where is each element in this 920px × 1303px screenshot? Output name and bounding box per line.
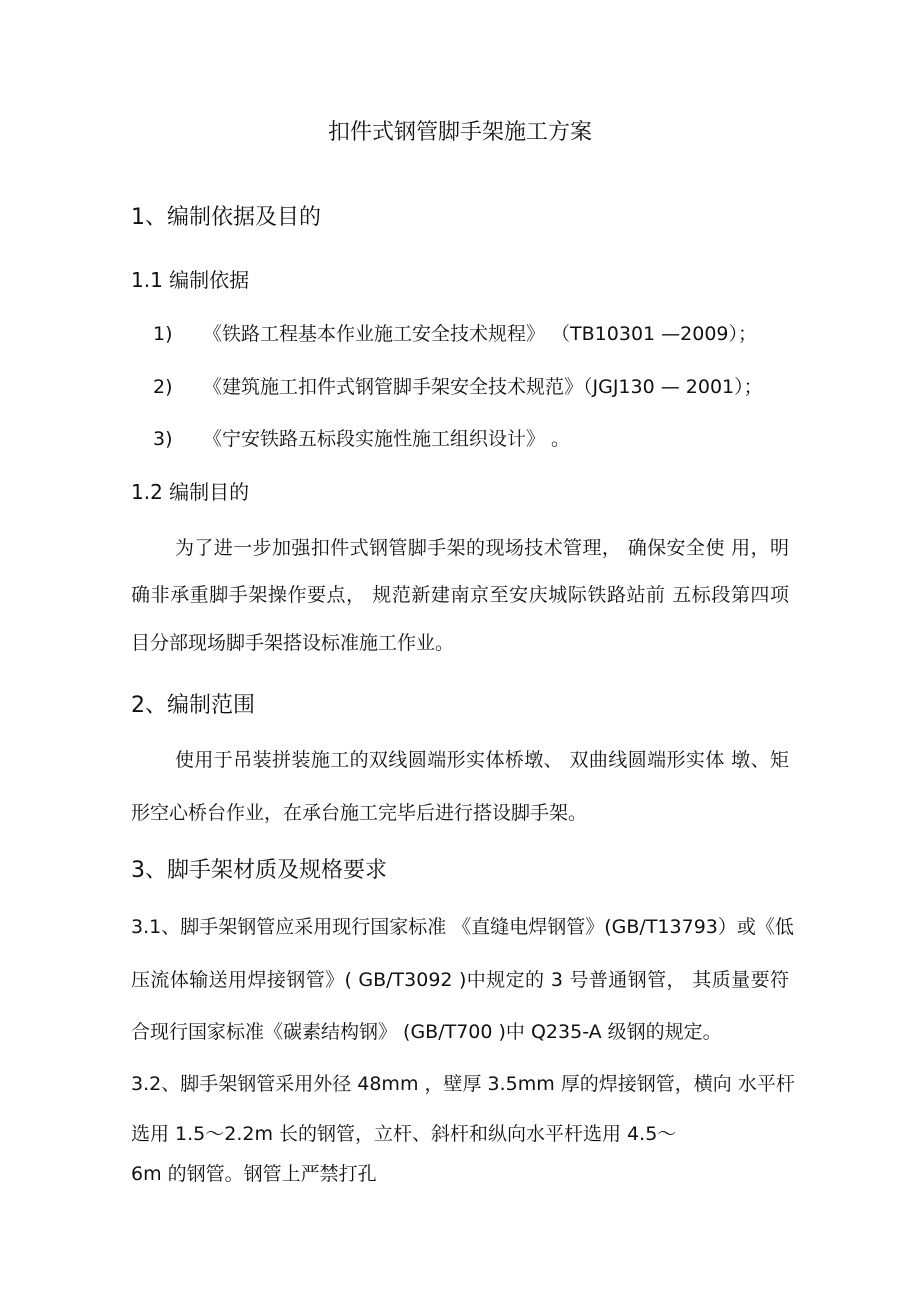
reference-item-text: 《建筑施工扣件式钢管脚手架安全技术规范》（JGJ130 — 2001）； [203,376,763,398]
reference-item [153,426,570,452]
paragraph-line: 使用于吊装拼装施工的双线圆端形实体桥墩、 双曲线圆端形实体 墩、矩 [175,749,789,771]
section-3-heading: 3、脚手架材质及规格要求 [131,858,387,883]
reference-item [153,321,757,347]
section-1-heading: 1、编制依据及目的 [131,205,321,230]
reference-item [153,374,763,400]
paragraph-line: 目分部现场脚手架搭设标准施工作业。 [131,632,455,654]
section-1-1-heading: 1.1 编制依据 [131,268,250,292]
paragraph-line: 选用 1.5～2.2m 长的钢管，立杆、斜杆和纵向水平杆选用 4.5～ [131,1123,677,1145]
paragraph-line: 形空心桥台作业，在承台施工完毕后进行搭设脚手架。 [131,802,588,824]
paragraph-line: 6m 的钢管。钢管上严禁打孔 [131,1163,377,1185]
document-title: 扣件式钢管脚手架施工方案 [327,120,592,145]
reference-item-number: 2) [153,376,173,398]
reference-item-text: 《铁路工程基本作业施工安全技术规程》 （TB10301 —2009）； [203,323,758,345]
paragraph-line: 为了进一步加强扣件式钢管脚手架的现场技术管理， 确保安全使 用，明 [175,537,789,559]
paragraph-line: 确非承重脚手架操作要点， 规范新建南京至安庆城际铁路站前 五标段第四项 [131,584,789,606]
section-2-heading: 2、编制范围 [131,693,255,718]
reference-item-text: 《宁安铁路五标段实施性施工组织设计》 。 [203,428,571,450]
reference-item-number: 3) [153,428,173,450]
reference-item-number: 1) [153,323,173,345]
section-1-2-heading: 1.2 编制目的 [131,480,250,504]
paragraph-line: 压流体输送用焊接钢管》( GB/T3092 )中规定的 3 号普通钢管， 其质量要符 [131,969,789,991]
paragraph-line: 3.1、脚手架钢管应采用现行国家标准 《直缝电焊钢管》(GB/T13793）或《低 [131,916,794,938]
paragraph-line: 合现行国家标准《碳素结构钢》 (GB/T700 )中 Q235-A 级钢的规定。 [131,1021,722,1043]
paragraph-line: 3.2、脚手架钢管采用外径 48mm ，壁厚 3.5mm 厚的焊接钢管，横向 水平杆 [131,1073,795,1095]
